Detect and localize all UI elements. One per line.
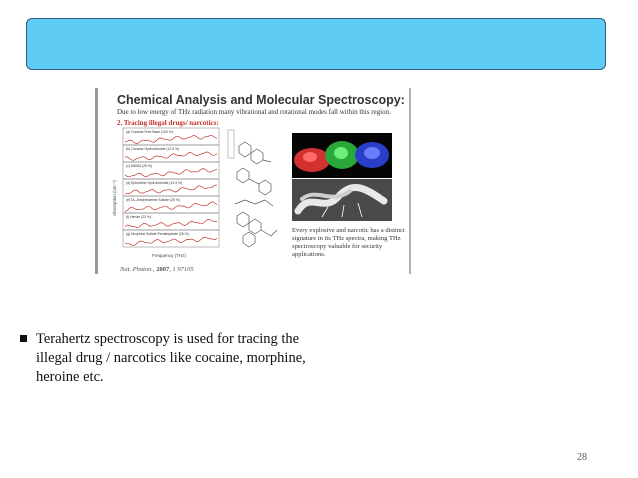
spectrum-label: (f) Heroin (23 %): [126, 215, 152, 219]
spectrum-label: (a) Cocaine Free Base (100 %): [126, 130, 173, 134]
spectrum-label: (b) Cocaine Hydrochloride (12.5 %): [126, 147, 180, 151]
square-bullet-icon: [20, 335, 27, 342]
spectroscopy-figure: [95, 88, 411, 274]
spectrum-label: (d) Ephedrine Hydrochloride (12.5 %): [126, 181, 183, 185]
figure-section-heading: 2. Tracing illegal drugs/ narcotics:: [117, 119, 219, 127]
spectra-group: [123, 128, 219, 247]
page-number: 28: [577, 452, 587, 463]
plot-ylabel: Absorption (cm⁻¹): [112, 180, 117, 216]
plot-xlabel: Frequency (THz): [152, 253, 186, 258]
spectrum-line: [125, 219, 217, 227]
explosive-color-photo: [292, 133, 392, 178]
spectrum-label: (e) DL-Amphetamine Sulfate (25 %): [126, 198, 180, 202]
title-banner: [26, 18, 606, 70]
spectrum-line: [125, 185, 217, 193]
spectrum-line: [125, 169, 217, 177]
reference-detail: , 1 97105: [169, 266, 194, 273]
explosive-gray-photo: [292, 179, 392, 221]
bullet-text: Terahertz spectroscopy is used for tracing the illegal drug / narcotics like cocaine, morphine, heroine etc.: [36, 331, 306, 385]
figure-reference: Nat. Photon., 2007, 1 97105: [120, 266, 194, 273]
molecule-structures-icon: [235, 142, 277, 247]
spectrum-label: (c) MDMA (25 %): [126, 164, 152, 168]
spectrum-line: [125, 135, 217, 143]
spectrum-line: [125, 202, 217, 212]
molecule-structure-label: [228, 130, 234, 158]
figure-caption: Every explosive and narcotic has a distinct signature in its THz spectra, making THz spectroscopy valuable for security applications.: [292, 227, 405, 258]
spectrum-label: (g) Morphine Sulfate Pentahydrate (25 %): [126, 232, 189, 236]
figure-left-border: [95, 88, 98, 274]
figure-subtitle: Due to low energy of THz radiation many vibrational and rotational modes fall within this region.: [117, 108, 391, 116]
reference-year: 2007: [156, 266, 170, 273]
figure-title: Chemical Analysis and Molecular Spectroscopy:: [117, 93, 405, 107]
reference-journal: Nat. Photon.: [120, 266, 154, 273]
spectrum-line: [125, 237, 217, 245]
spectrum-line: [125, 152, 217, 160]
